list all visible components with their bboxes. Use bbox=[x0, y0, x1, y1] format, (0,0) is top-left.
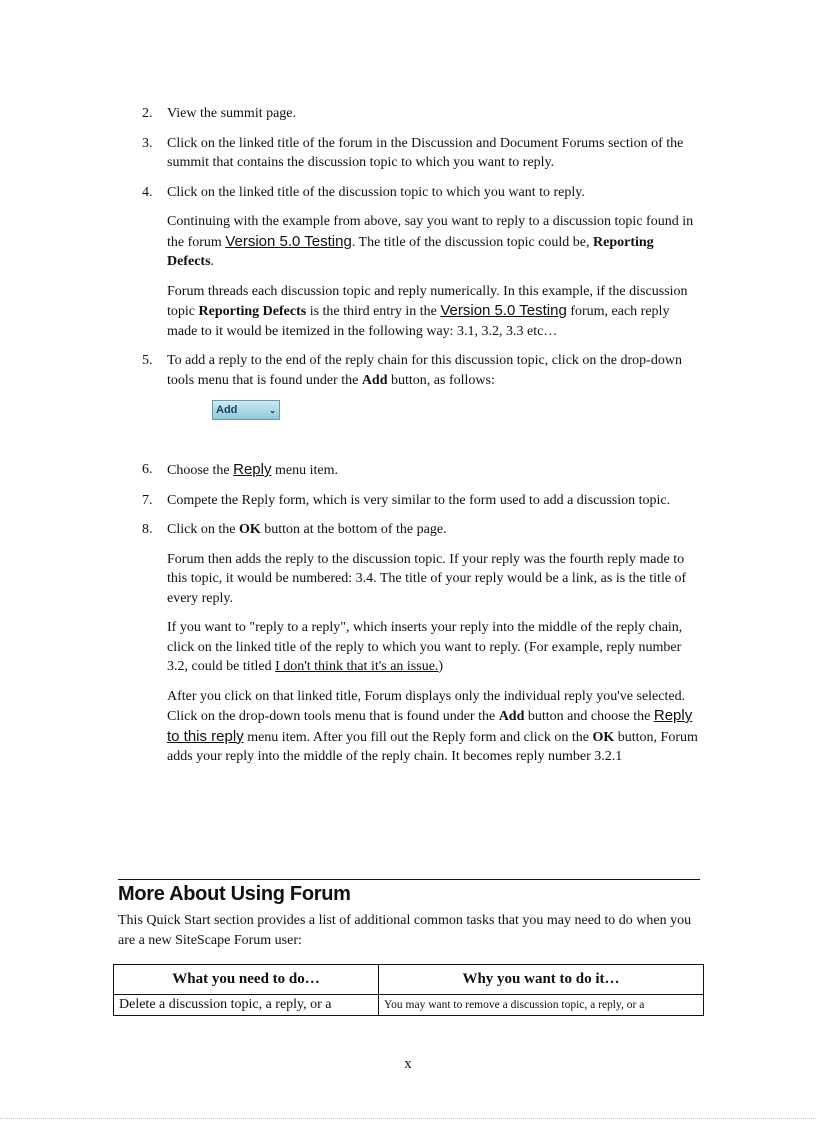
step-text: Compete the Reply form, which is very similar to the form used to add a discussion topic. bbox=[167, 492, 671, 508]
tasks-table bbox=[113, 964, 704, 1016]
text: button at the bottom of the page. bbox=[260, 522, 447, 537]
text: . The title of the discussion topic could be, bbox=[351, 234, 594, 250]
text: menu item. bbox=[271, 463, 338, 478]
bold-add: Add bbox=[498, 709, 525, 724]
step-5 bbox=[142, 351, 702, 390]
step-2 bbox=[142, 104, 702, 124]
numbering-paragraph: Forum then adds the reply to the discussion topic. If your reply was the fourth reply made to this topic, it would be numbered: 3.4. The title of your reply would be a link, as is the title of every reply. bbox=[167, 551, 687, 606]
page-bottom-divider bbox=[0, 1118, 816, 1119]
step-text: Click on the linked title of the forum in the Discussion and Document Forums section of the summit that contains the discussion topic to which you want to reply. bbox=[167, 135, 684, 170]
text: button and choose the bbox=[524, 709, 654, 724]
text: forum, each reply made to it would be itemized in the following way: 3.1, 3.2, 3.3 etc… bbox=[167, 304, 670, 339]
table-header-row bbox=[114, 965, 704, 995]
text: button, Forum adds your reply into the middle of the reply chain. It becomes reply number 3.2.1 bbox=[167, 729, 698, 764]
text: menu item. After you fill out the Reply form and click on the bbox=[243, 729, 593, 745]
chevron-down-icon: ⌄ bbox=[269, 405, 276, 415]
step-text bbox=[167, 460, 702, 481]
after-click-paragraph bbox=[167, 687, 702, 767]
step-text: View the summit page. bbox=[167, 106, 297, 121]
reply-menu-link[interactable]: Reply bbox=[233, 461, 272, 478]
bold-add: Add bbox=[361, 372, 388, 388]
column-header-why: Why you want to do it… bbox=[379, 965, 704, 995]
step-number: 5. bbox=[142, 353, 153, 368]
text: is the third entry in the bbox=[306, 304, 441, 319]
step-number: 2. bbox=[142, 106, 153, 121]
table-cell: You may want to remove a discussion topic, a reply, or a bbox=[379, 995, 704, 1016]
forum-link-version-5-testing[interactable]: Version 5.0 Testing bbox=[440, 302, 567, 319]
step-4 bbox=[142, 183, 702, 203]
more-about-section bbox=[118, 879, 700, 950]
step-7 bbox=[142, 491, 702, 511]
text: To add a reply to the end of the reply chain for this discussion topic, click on the drop-down tools menu that is found under the bbox=[167, 353, 682, 388]
step-8 bbox=[142, 520, 702, 540]
section-intro: This Quick Start section provides a list of additional common tasks that you may need to do when you are a new SiteScape Forum user: bbox=[118, 913, 692, 948]
instruction-list bbox=[142, 104, 702, 777]
text: Forum threads each discussion topic and reply numerically. In this example, if the discussion topic bbox=[167, 283, 688, 319]
text: ) bbox=[438, 659, 444, 674]
text: button, as follows: bbox=[387, 372, 495, 388]
text: Choose the bbox=[167, 463, 234, 478]
text: Continuing with the example from above, say you want to reply to a discussion topic found in the forum bbox=[167, 214, 694, 250]
forum-link-version-5-testing[interactable]: Version 5.0 Testing bbox=[225, 232, 352, 250]
step-6 bbox=[142, 460, 702, 481]
step-text bbox=[167, 520, 702, 540]
bold-topic-title: Reporting Defects bbox=[167, 234, 654, 269]
bold-ok: OK bbox=[592, 729, 615, 745]
threading-paragraph bbox=[167, 282, 702, 342]
section-heading: More About Using Forum bbox=[118, 883, 351, 905]
step-3 bbox=[142, 134, 702, 173]
table-cell: Delete a discussion topic, a reply, or a bbox=[114, 995, 379, 1016]
step-number: 7. bbox=[142, 492, 153, 508]
bold-topic-title: Reporting Defects bbox=[198, 304, 307, 319]
page-number: x bbox=[404, 1056, 412, 1072]
reply-to-reply-paragraph bbox=[167, 618, 702, 677]
section-divider bbox=[118, 879, 700, 880]
reply-to-this-reply-link[interactable]: Reply to this reply bbox=[167, 707, 693, 745]
step-text bbox=[167, 351, 702, 390]
example-paragraph bbox=[167, 212, 702, 272]
column-header-what: What you need to do… bbox=[114, 965, 379, 995]
step-number: 6. bbox=[142, 462, 153, 477]
text: If you want to "reply to a reply", which inserts your reply into the middle of the reply chain, click on the linked title of the reply to which you want to reply. (For example, reply number 3.2, could be titled bbox=[167, 620, 683, 674]
reply-title-link[interactable]: I don't think that it's an issue. bbox=[275, 659, 439, 674]
step-number: 8. bbox=[142, 522, 153, 537]
step-text: Click on the linked title of the discussion topic to which you want to reply. bbox=[167, 184, 585, 200]
add-button-label: Add bbox=[216, 404, 238, 416]
text: After you click on that linked title, Forum displays only the individual reply you've selected. Click on the drop-down tools menu that is found under the bbox=[167, 688, 686, 724]
add-dropdown-button[interactable] bbox=[212, 400, 280, 420]
table-row bbox=[114, 995, 704, 1016]
step-number: 4. bbox=[142, 184, 153, 200]
bold-ok: OK bbox=[238, 522, 261, 537]
step-number: 3. bbox=[142, 135, 153, 151]
text: Click on the bbox=[167, 522, 239, 537]
add-button-illustration bbox=[212, 400, 702, 430]
text: . bbox=[210, 254, 215, 269]
